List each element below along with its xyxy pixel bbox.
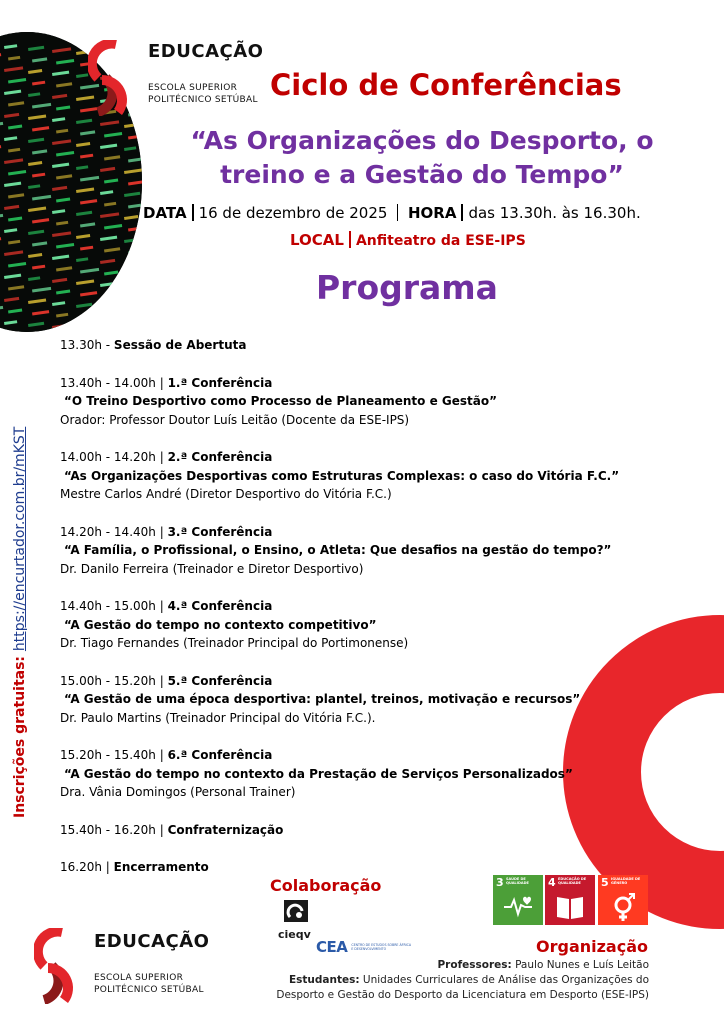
program-time-line: [60, 523, 660, 542]
logo-line2: POLITÉCNICO SETÚBAL: [148, 94, 258, 105]
logo-line2: POLITÉCNICO SETÚBAL: [94, 984, 204, 995]
collaboration-title: Colaboração: [270, 876, 382, 895]
event-title: Ciclo de Conferências: [270, 68, 622, 102]
students-line1: Unidades Curriculares de Análise das Organizações do: [359, 974, 649, 986]
sdg-number: 4: [548, 876, 556, 889]
program-label: Sessão de Abertuta: [113, 338, 247, 352]
location-line: [290, 231, 526, 249]
sdg-tile-4: [545, 875, 595, 925]
program-label: 4.ª Conferência: [167, 599, 273, 613]
program-time-line: [60, 672, 660, 691]
program-label: 6.ª Conferência: [167, 748, 273, 762]
date-time-line: [143, 204, 641, 222]
program-speaker: Dr. Tiago Fernandes (Treinador Principal do Portimonense): [60, 636, 409, 650]
program-heading: Programa: [316, 268, 498, 307]
program-time-line: [60, 448, 660, 467]
program-label: 1.ª Conferência: [167, 375, 273, 390]
program-talk-title: “A Gestão do tempo no contexto competitivo”: [64, 617, 377, 632]
program-label: 5.ª Conferência: [167, 673, 273, 688]
registration-vertical: [12, 427, 28, 818]
cea-logo: [316, 938, 413, 956]
students-label: Estudantes:: [288, 974, 360, 986]
program-talk-title: “A Gestão do tempo no contexto da Prestação de Serviços Personalizados”: [64, 766, 573, 781]
program-time: 14.00h - 14.20h |: [60, 450, 168, 464]
program-item: [60, 336, 660, 355]
program-item: [60, 858, 660, 877]
book-icon: [555, 893, 585, 922]
program-time-line: [60, 336, 660, 355]
program-talk-title: “A Gestão de uma época desportiva: plantel, treinos, motivação e recursos”: [64, 692, 581, 706]
organization-title: Organização: [536, 937, 648, 956]
program-label: Confraternização: [167, 822, 284, 837]
event-subtitle: [132, 124, 712, 192]
hour-value: das 13.30h. às 16.30h.: [468, 204, 641, 222]
program-item: [60, 821, 660, 840]
program-list: [60, 336, 660, 896]
program-time-line: [60, 858, 660, 877]
sdg-title: SAÚDE DE QUALIDADE: [506, 877, 529, 885]
gender-icon: [608, 893, 638, 922]
sdg-tile-5: [598, 875, 648, 925]
program-time: 13.40h - 14.00h |: [60, 375, 168, 390]
program-item: [60, 746, 660, 802]
hour-label: HORA: [407, 204, 457, 222]
program-talk-title: “A Família, o Profissional, o Ensino, o Atleta: Que desafios na gestão do tempo?”: [64, 543, 612, 557]
program-label: Encerramento: [113, 860, 209, 874]
program-item: [60, 523, 660, 579]
program-time: 15.40h - 16.20h |: [60, 822, 168, 837]
program-time-line: [60, 597, 660, 616]
sdg-tile-3: [493, 875, 543, 925]
ese-ips-logo-bottom: [34, 928, 209, 1004]
program-speaker: Mestre Carlos André (Diretor Desportivo do Vitória F.C.): [60, 487, 392, 501]
cieqv-logo: [278, 900, 311, 941]
cieqv-name: cieqv: [278, 928, 311, 941]
program-label: 3.ª Conferência: [167, 524, 273, 539]
program-item: [60, 597, 660, 653]
logo-name: EDUCAÇÃO: [94, 930, 210, 952]
students-line2: Desporto e Gestão do Desporto da Licenciatura em Desporto (ESE-IPS): [276, 989, 649, 1001]
professors-names: Paulo Nunes e Luís Leitão: [511, 959, 649, 971]
logo-mark-icon: [88, 40, 134, 116]
local-value: Anfiteatro da ESE-IPS: [355, 233, 526, 249]
organization-text: [276, 958, 649, 1003]
logo-line1: ESCOLA SUPERIOR: [94, 972, 184, 983]
program-item: [60, 448, 660, 504]
logo-mark-icon: [34, 928, 80, 1004]
program-time: 15.00h - 15.20h |: [60, 673, 168, 688]
date-value: 16 de dezembro de 2025: [198, 204, 388, 222]
program-speaker: Dr. Paulo Martins (Treinador Principal do Vitória F.C.).: [60, 710, 376, 725]
local-label: LOCAL: [290, 231, 344, 249]
cieqv-mark-icon: [284, 900, 308, 922]
program-time: 14.20h - 14.40h |: [60, 524, 168, 539]
cea-text: CENTRO DE ESTUDOS SOBRE ÁFRICA E DESENVOLVIMENTO: [351, 943, 412, 951]
registration-label: Inscrições gratuitas:: [12, 651, 28, 818]
program-speaker: Dra. Vânia Domingos (Personal Trainer): [60, 785, 296, 799]
program-time: 14.40h - 15.00h |: [60, 599, 168, 613]
sdg-title: EDUCAÇÃO DE QUALIDADE: [558, 877, 587, 885]
program-item: [60, 672, 660, 728]
program-item: [60, 374, 660, 430]
date-label: DATA: [143, 204, 187, 222]
subtitle-line1: “As Organizações do Desporto, o: [190, 126, 654, 155]
program-time-line: [60, 374, 660, 393]
heartbeat-icon: [503, 893, 533, 922]
program-time: 13.30h -: [60, 338, 114, 352]
sdg-title: IGUALDADE DE GÉNERO: [611, 877, 641, 885]
program-time: 15.20h - 15.40h |: [60, 748, 168, 762]
professors-label: Professores:: [437, 959, 512, 971]
logo-name: EDUCAÇÃO: [148, 40, 264, 62]
program-talk-title: “O Treino Desportivo como Processo de Planeamento e Gestão”: [64, 394, 498, 408]
ese-ips-logo-top: [88, 40, 263, 116]
cea-name: CEA: [316, 938, 348, 956]
registration-link[interactable]: https://encurtador.com.br/mKST: [12, 426, 28, 652]
program-time-line: [60, 821, 660, 840]
program-label: 2.ª Conferência: [167, 450, 273, 464]
program-time-line: [60, 746, 660, 765]
sdg-number: 5: [601, 876, 609, 889]
subtitle-line2: treino e a Gestão do Tempo”: [220, 160, 624, 189]
program-speaker: Orador: Professor Doutor Luís Leitão (Docente da ESE-IPS): [60, 412, 410, 427]
logo-line1: ESCOLA SUPERIOR: [148, 82, 238, 93]
program-talk-title: “As Organizações Desportivas como Estruturas Complexas: o caso do Vitória F.C.”: [64, 468, 620, 483]
sdg-number: 3: [496, 876, 504, 889]
program-speaker: Dr. Danilo Ferreira (Treinador e Diretor Desportivo): [60, 561, 364, 576]
program-time: 16.20h |: [60, 860, 114, 874]
